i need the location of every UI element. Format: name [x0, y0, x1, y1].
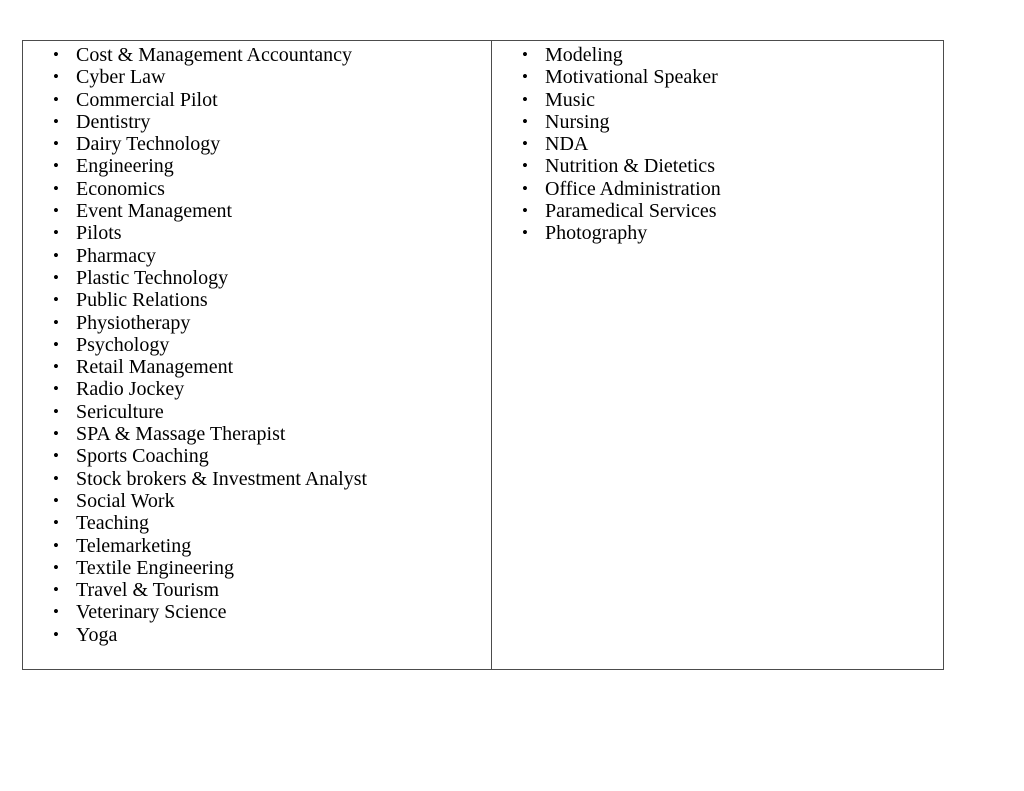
list-item: [23, 601, 491, 623]
list-item: [492, 66, 943, 88]
list-item: [492, 155, 943, 177]
bullet-icon: •: [522, 67, 528, 87]
list-item-label: Retail Management: [76, 356, 234, 379]
list-item-label: Engineering: [76, 155, 174, 178]
list-item-label: Teaching: [76, 512, 150, 535]
list-item-label: SPA & Massage Therapist: [76, 423, 286, 446]
bullet-icon: •: [53, 201, 59, 221]
bullet-icon: •: [53, 468, 59, 488]
list-item: [23, 334, 491, 356]
bullet-icon: •: [53, 401, 59, 421]
list-item: [492, 133, 943, 155]
list-item-label: Telemarketing: [76, 534, 192, 557]
list-item: [23, 200, 491, 222]
list-item: [23, 445, 491, 467]
list-item-label: Pharmacy: [76, 244, 156, 267]
list-item: [492, 200, 943, 222]
list-item-label: Public Relations: [76, 289, 208, 312]
list-item: [23, 401, 491, 423]
list-item-label: Psychology: [76, 333, 170, 356]
list-item: [492, 178, 943, 200]
list-item: [23, 356, 491, 378]
list-item-label: Sericulture: [76, 400, 164, 423]
list-item-label: Dairy Technology: [76, 133, 221, 156]
bullet-icon: •: [53, 446, 59, 466]
bullet-icon: •: [522, 89, 528, 109]
list-item-label: Commercial Pilot: [76, 88, 218, 111]
bullet-icon: •: [53, 624, 59, 644]
careers-table: [22, 40, 944, 670]
list-item-label: Modeling: [545, 44, 623, 66]
list-item-label: Economics: [76, 177, 165, 200]
bullet-icon: •: [53, 490, 59, 510]
bullet-icon: •: [522, 223, 528, 243]
bullet-icon: •: [53, 156, 59, 176]
bullet-icon: •: [522, 156, 528, 176]
list-item: [23, 66, 491, 88]
bullet-icon: •: [53, 513, 59, 533]
list-item-label: NDA: [545, 133, 589, 156]
list-item: [23, 155, 491, 177]
list-item: [23, 579, 491, 601]
list-item-label: Photography: [545, 222, 648, 245]
list-item: [23, 378, 491, 400]
list-item: [23, 178, 491, 200]
bullet-icon: •: [53, 379, 59, 399]
list-item-label: Travel & Tourism: [76, 579, 220, 602]
list-item-label: Paramedical Services: [545, 200, 717, 223]
bullet-icon: •: [53, 45, 59, 64]
list-item: [23, 111, 491, 133]
bullet-icon: •: [53, 267, 59, 287]
list-item: [23, 490, 491, 512]
list-item-label: Textile Engineering: [76, 556, 234, 579]
list-item-label: Yoga: [76, 623, 118, 646]
bullet-icon: •: [522, 201, 528, 221]
bullet-icon: •: [522, 111, 528, 131]
list-item-label: Plastic Technology: [76, 266, 229, 289]
list-item: [23, 289, 491, 311]
list-item: [23, 423, 491, 445]
bullet-icon: •: [522, 178, 528, 198]
bullet-icon: •: [53, 424, 59, 444]
list-item: [23, 222, 491, 244]
list-item: [23, 535, 491, 557]
list-item-label: Dentistry: [76, 110, 151, 133]
bullet-icon: •: [53, 334, 59, 354]
bullet-icon: •: [53, 290, 59, 310]
list-item: [492, 44, 943, 66]
careers-list-right: [492, 44, 943, 245]
list-item-label: Radio Jockey: [76, 378, 185, 401]
bullet-icon: •: [53, 178, 59, 198]
list-item: [23, 89, 491, 111]
bullet-icon: •: [53, 535, 59, 555]
list-item: [23, 624, 491, 646]
bullet-icon: •: [53, 580, 59, 600]
list-item: [23, 512, 491, 534]
list-item: [23, 557, 491, 579]
list-item-label: Motivational Speaker: [545, 66, 718, 89]
list-item-label: Sports Coaching: [76, 445, 209, 468]
list-item: [23, 267, 491, 289]
list-item-label: Social Work: [76, 489, 175, 512]
list-item: [23, 245, 491, 267]
list-item: [23, 468, 491, 490]
list-item-label: Nutrition & Dietetics: [545, 155, 715, 178]
bullet-icon: •: [53, 67, 59, 87]
list-item: [23, 44, 491, 66]
list-item-label: Event Management: [76, 200, 233, 223]
careers-table-column-1: [23, 41, 492, 669]
bullet-icon: •: [522, 45, 528, 64]
bullet-icon: •: [53, 602, 59, 622]
bullet-icon: •: [53, 245, 59, 265]
bullet-icon: •: [53, 557, 59, 577]
bullet-icon: •: [53, 357, 59, 377]
list-item: [492, 89, 943, 111]
list-item-label: Pilots: [76, 222, 122, 245]
list-item: [23, 133, 491, 155]
list-item-label: Cyber Law: [76, 66, 166, 89]
list-item-label: Cost & Management Accountancy: [76, 44, 353, 66]
list-item-label: Stock brokers & Investment Analyst: [76, 467, 368, 490]
list-item: [492, 222, 943, 244]
list-item-label: Nursing: [545, 110, 610, 133]
list-item-label: Physiotherapy: [76, 311, 191, 334]
list-item: [23, 312, 491, 334]
list-item-label: Veterinary Science: [76, 601, 227, 624]
list-item: [492, 111, 943, 133]
list-item-label: Music: [545, 88, 595, 111]
bullet-icon: •: [53, 89, 59, 109]
bullet-icon: •: [53, 312, 59, 332]
careers-table-column-2: [492, 41, 943, 669]
bullet-icon: •: [53, 111, 59, 131]
bullet-icon: •: [53, 134, 59, 154]
bullet-icon: •: [522, 134, 528, 154]
list-item-label: Office Administration: [545, 177, 721, 200]
bullet-icon: •: [53, 223, 59, 243]
careers-list-left: [23, 44, 491, 646]
